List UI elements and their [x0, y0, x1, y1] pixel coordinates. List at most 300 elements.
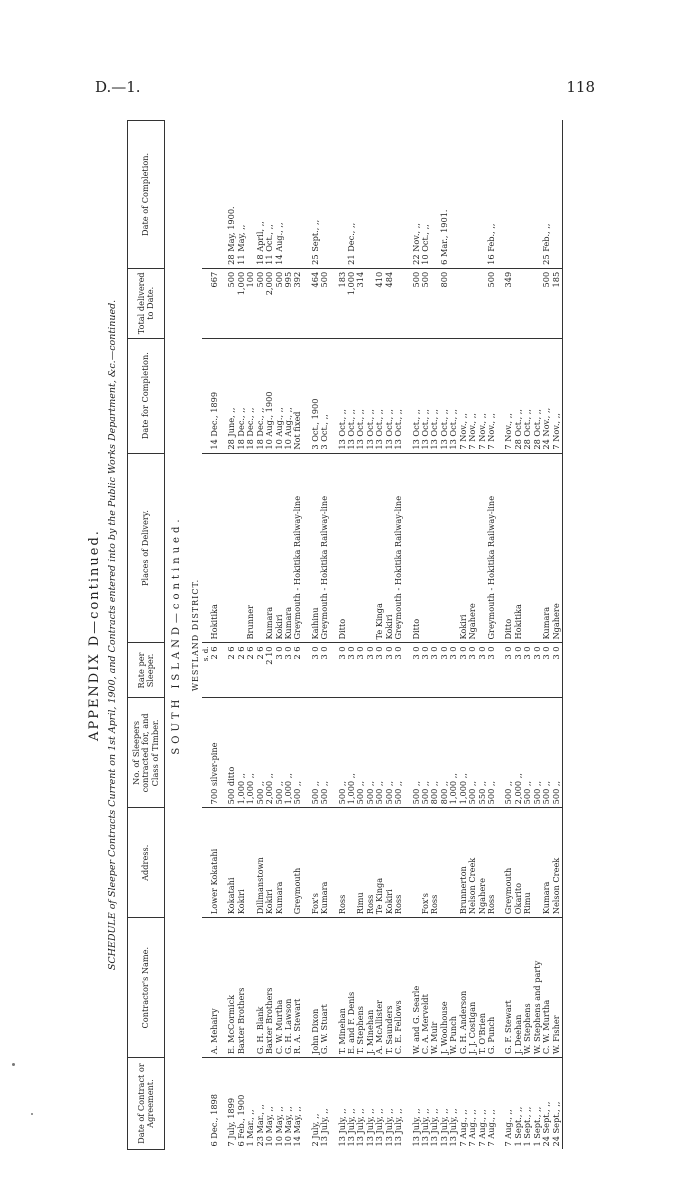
table-cell: 28 Oct., ,, [533, 338, 542, 453]
table-cell: 13 July, ,, [421, 1058, 430, 1150]
rule-cell [561, 338, 563, 453]
table-cell: 3 0 [394, 643, 403, 698]
table-cell: 500 ,, [366, 698, 375, 808]
table-cell: 500 ,, [394, 698, 403, 808]
table-cell: Ditto [412, 453, 421, 643]
page-number: 118 [566, 78, 595, 96]
table-cell: 3 Oct., 1900 [311, 338, 320, 453]
table-row [440, 121, 449, 1150]
table-cell [523, 121, 532, 269]
table-cell: 3 0 [440, 643, 449, 698]
table-cell: 484 [385, 268, 394, 338]
table-row [487, 121, 496, 1150]
table-cell: 13 Oct., ,, [440, 338, 449, 453]
table-cell: Kokatahi [227, 808, 236, 918]
table-cell: 3 Oct., ,, [320, 338, 329, 453]
table-cell [459, 121, 468, 269]
table-cell: 28 Oct., ,, [523, 338, 532, 453]
table-cell: Greymouth [293, 808, 302, 918]
table-cell: 2,000 ,, [514, 698, 523, 808]
table-cell: 2,000 [265, 268, 274, 338]
table-cell: 995 [284, 268, 293, 338]
table-cell: W. Fisher [552, 918, 561, 1058]
table-cell [421, 453, 430, 643]
table-cell [440, 453, 449, 643]
table-cell [385, 121, 394, 269]
page-header [95, 78, 595, 100]
table-cell: Kumara [320, 808, 329, 918]
table-cell: 314 [356, 268, 365, 338]
table-cell: 28 Oct., ,, [514, 338, 523, 453]
table-cell: 3 0 [311, 643, 320, 698]
gap-cell [330, 121, 338, 269]
table-cell: 3 0 [504, 643, 513, 698]
table-cell: 23 Mar., ,, [256, 1058, 265, 1150]
table-cell: 13 July, ,, [338, 1058, 347, 1150]
table-cell: 500 ,, [412, 698, 421, 808]
table-cell: 1,000 [347, 268, 356, 338]
table-cell: 2 6 [256, 643, 265, 698]
table-cell: Greymouth - Hokitika Railway-line [394, 453, 403, 643]
table-cell [514, 121, 523, 269]
table-cell: W. and G. Searle [412, 918, 421, 1058]
table-cell: 500 ditto [227, 698, 236, 808]
table-cell: 13 Oct., ,, [338, 338, 347, 453]
table-cell: Greymouth [504, 808, 513, 918]
table-cell [468, 121, 477, 269]
table-cell: Ross [487, 808, 496, 918]
table-cell [347, 453, 356, 643]
table-cell: 10 Aug., ,, [284, 338, 293, 453]
table-cell: 800 ,, [440, 698, 449, 808]
table-cell [394, 268, 403, 338]
table-cell: 800 [440, 268, 449, 338]
column-header: Address. [128, 808, 165, 918]
table-row [421, 121, 430, 1150]
table-cell: 13 July, ,, [320, 1058, 329, 1150]
table-cell: 2 6 [210, 643, 219, 698]
table-cell: Kokiri [275, 453, 284, 643]
table-cell [356, 121, 365, 269]
table-cell: T. Saunders [385, 918, 394, 1058]
table-cell: 3 0 [412, 643, 421, 698]
table-cell: Baxter Brothers [237, 918, 246, 1058]
table-cell [210, 121, 219, 269]
table-cell: 10 Oct., ,, [420, 224, 431, 265]
table-cell: 1,000 ,, [284, 698, 293, 808]
table-cell: 3 0 [542, 643, 551, 698]
table-cell [430, 453, 439, 643]
table-cell: 700 silver-pine [210, 698, 219, 808]
rule-cell [561, 918, 563, 1058]
gap-cell [404, 453, 412, 643]
table-cell: Brunner [246, 453, 255, 643]
table-cell: 24 Sept., ,, [542, 1058, 551, 1150]
table-cell: 500 [542, 268, 551, 338]
table-cell: Nelson Creek [468, 808, 477, 918]
table-cell: 3 0 [284, 643, 293, 698]
table-cell: 10 May, ,, [284, 1058, 293, 1150]
table-cell: 1 Sept., ,, [523, 1058, 532, 1150]
table-bottom-rule [561, 121, 563, 1150]
rotated-table-region [85, 120, 645, 1150]
table-cell: 500 ,, [356, 698, 365, 808]
section-row [165, 121, 185, 1150]
table-cell: Kumara [265, 453, 274, 643]
table-cell: Fox's [421, 808, 430, 918]
table-cell: John Dixon [311, 918, 320, 1058]
table-cell: 7 Nov., ,, [552, 338, 561, 453]
rule-cell [561, 808, 563, 918]
table-cell: J. J. Costigan [468, 918, 477, 1058]
table-cell: 410 [375, 268, 384, 338]
table-cell: 16 Feb., ,, [485, 223, 496, 265]
table-cell: 13 July, ,, [356, 1058, 365, 1150]
table-cell: 13 Oct., ,, [385, 338, 394, 453]
table-cell: 2 July, ,, [311, 1058, 320, 1150]
table-cell: 2 6 [246, 643, 255, 698]
table-cell: 13 July, ,, [394, 1058, 403, 1150]
table-cell: Ngahere [468, 453, 477, 643]
table-cell: J. Minehan [366, 918, 375, 1058]
table-cell: 3 0 [552, 643, 561, 698]
table-cell: T. Stephens [356, 918, 365, 1058]
table-cell: 1 Sept., ,, [514, 1058, 523, 1150]
table-cell: 25 Feb., ,, [541, 223, 552, 265]
table-cell: 13 Oct., ,, [375, 338, 384, 453]
table-cell: 13 Oct., ,, [347, 338, 356, 453]
table-cell: C. W. Murtha [275, 918, 284, 1058]
rule-cell [561, 121, 563, 269]
schedule-title: SCHEDULE of Sleeper Contracts Current on 1st April, 1900, and Contracts entered into by the Public Works Department, &c.—continued. [107, 299, 118, 971]
table-cell: 1 Mar., ,, [246, 1058, 255, 1150]
table-cell: 10 May, ,, [275, 1058, 284, 1150]
table-cell: 3 0 [514, 643, 523, 698]
table-cell: 11 May, ,, [235, 224, 246, 265]
section-row [185, 121, 202, 1150]
table-cell: W. Muir [430, 918, 439, 1058]
table-cell: 2 6 [293, 643, 302, 698]
gap-cell [330, 453, 338, 643]
table-cell: 3 0 [449, 643, 458, 698]
table-cell: 28 June, ,, [227, 338, 236, 453]
table-cell: J. Deehan [514, 918, 523, 1058]
table-cell: 1,000 ,, [449, 698, 458, 808]
table-header-row [128, 121, 165, 1150]
table-cell: 3 0 [338, 643, 347, 698]
table-cell: G. H. Lawson [284, 918, 293, 1058]
table-cell: 1 Sept., ,, [533, 1058, 542, 1150]
table-cell: 500 ,, [293, 698, 302, 808]
table-cell: 18 Dec., ,, [256, 338, 265, 453]
table-cell: 3 0 [533, 643, 542, 698]
table-cell: 500 [256, 268, 265, 338]
table-cell: 13 July, ,, [449, 1058, 458, 1150]
table-cell: 7 Nov., ,, [487, 338, 496, 453]
table-cell: 500 [412, 268, 421, 338]
table-cell: 10 Aug., ,, [275, 338, 284, 453]
rule-cell [561, 1058, 563, 1150]
table-cell: 500 [275, 268, 284, 338]
table-cell: Ross [338, 808, 347, 918]
table-cell: 7 Aug., ,, [459, 1058, 468, 1150]
appendix-title: APPENDIX D—continued. [87, 529, 102, 741]
table-cell [523, 268, 532, 338]
table-cell: 500 ,, [385, 698, 394, 808]
table-cell [227, 453, 236, 643]
table-cell: 13 July, ,, [430, 1058, 439, 1150]
table-cell: T. O'Brien [478, 918, 487, 1058]
table-cell: 3 0 [523, 643, 532, 698]
table-cell: 2 6 [237, 643, 246, 698]
table-cell: Kokiri [459, 453, 468, 643]
table-cell: 13 July, ,, [366, 1058, 375, 1150]
table-cell: Greymouth - Hokitika Railway-line [320, 453, 329, 643]
table-cell: 28 May, 1900. [226, 206, 237, 265]
table-cell: Ross [366, 808, 375, 918]
section-island-heading: SOUTH ISLAND—continued. [171, 515, 183, 755]
column-header: Date of Contract or Agreement. [128, 1058, 165, 1150]
table-cell: Te Kinga [375, 453, 384, 643]
table-cell: 500 ,, [533, 698, 542, 808]
table-cell [552, 121, 561, 269]
table-cell: A. McAllister [375, 918, 384, 1058]
table-cell [366, 121, 375, 269]
table-cell: 500 [320, 268, 329, 338]
table-cell: Kumara [542, 808, 551, 918]
table-cell [523, 453, 532, 643]
table-cell: G. H. Blank [256, 918, 265, 1058]
table-cell: T. Minehan [338, 918, 347, 1058]
table-cell: 13 Oct., ,, [412, 338, 421, 453]
table-cell: 183 [338, 268, 347, 338]
table-cell: Ross [394, 808, 403, 918]
table-cell: Te Kinga [375, 808, 384, 918]
table-cell: Lower Kokatahi [210, 808, 219, 918]
table-cell: 7 Nov., ,, [459, 338, 468, 453]
table-cell: W. Stephens [523, 918, 532, 1058]
table-cell: 13 Oct., ,, [366, 338, 375, 453]
table-cell [284, 121, 293, 269]
table-cell [440, 808, 449, 918]
table-cell: 500 ,, [504, 698, 513, 808]
table-cell: Greymouth - Hokitika Railway-line [487, 453, 496, 643]
table-cell: A. Mehairy [210, 918, 219, 1058]
table-cell: 6 Feb., 1900 [237, 1058, 246, 1150]
table-cell: 25 Sept., ,, [309, 219, 320, 265]
table-cell [394, 121, 403, 269]
gap-cell [219, 453, 227, 643]
table-cell: 500 ,, [523, 698, 532, 808]
table-cell [459, 268, 468, 338]
table-cell: Fox's [311, 808, 320, 918]
table-cell: 500 ,, [256, 698, 265, 808]
table-cell: 13 Oct., ,, [421, 338, 430, 453]
table-cell: 1,000 ,, [347, 698, 356, 808]
units-cell: s. d. [202, 643, 210, 698]
rule-cell [561, 268, 563, 338]
table-cell: 7 Aug., ,, [504, 1058, 513, 1150]
column-header: Places of Delivery. [128, 453, 165, 643]
table-cell: 500 ,, [421, 698, 430, 808]
table-cell: 2 6 [227, 643, 236, 698]
table-cell: 7 Aug., ,, [487, 1058, 496, 1150]
table-cell: Ditto [504, 453, 513, 643]
table-cell: C. E. Fellows [394, 918, 403, 1058]
table-cell [468, 268, 477, 338]
table-cell: W. Stephens and party [533, 918, 542, 1058]
gap-cell [496, 121, 504, 269]
table-cell: 7 Nov., ,, [468, 338, 477, 453]
table-cell: Ross [430, 808, 439, 918]
table-cell: 14 Aug., ,, [273, 222, 284, 265]
table-cell: 550 ,, [478, 698, 487, 808]
column-header: Rate per Sleeper. [128, 643, 165, 698]
table-cell: 13 July, ,, [440, 1058, 449, 1150]
table-cell: Kokiri [385, 453, 394, 643]
table-cell: E. and F. Denis [347, 918, 356, 1058]
table-cell: 13 July, ,, [347, 1058, 356, 1150]
table-cell: 3 0 [347, 643, 356, 698]
gap-cell [404, 808, 412, 918]
page-id: D.—1. [95, 78, 141, 96]
rule-cell [561, 643, 563, 698]
table-cell: 13 Oct., ,, [430, 338, 439, 453]
table-cell: 2,000 ,, [265, 698, 274, 808]
table-cell: 3 0 [478, 643, 487, 698]
table-cell: 24 Sept., ,, [552, 1058, 561, 1150]
table-cell: 7 Nov., ,, [478, 338, 487, 453]
table-cell [449, 268, 458, 338]
table-cell: Kumara [542, 453, 551, 643]
table-cell: 500 ,, [338, 698, 347, 808]
table-cell: Kaihinu [311, 453, 320, 643]
table-cell [504, 121, 513, 269]
table-cell: 3 0 [430, 643, 439, 698]
table-cell: 500 ,, [375, 698, 384, 808]
table-cell: 500 ,, [542, 698, 551, 808]
table-cell: 500 [487, 268, 496, 338]
table-cell: 500 ,, [320, 698, 329, 808]
table-cell: 500 ,, [275, 698, 284, 808]
table-cell: 14 May, ,, [293, 1058, 302, 1150]
table-cell: 500 ,, [487, 698, 496, 808]
table-cell: W. Punch [449, 918, 458, 1058]
table-row [468, 121, 477, 1150]
table-cell: 3 0 [421, 643, 430, 698]
sleeper-contracts-table [127, 120, 563, 1150]
table-row [514, 121, 523, 1150]
units-cell [202, 121, 210, 269]
table-cell: 18 Dec., ,, [246, 338, 255, 453]
table-row [356, 121, 365, 1150]
scan-speck [31, 1113, 33, 1115]
table-cell: 7 Aug., ,, [478, 1058, 487, 1150]
table-cell: 13 Oct., ,, [394, 338, 403, 453]
table-cell: E. McCormick [227, 918, 236, 1058]
table-cell: 11 Oct., ,, [264, 224, 275, 265]
table-cell: 185 [552, 268, 561, 338]
table-cell: Kokiri [265, 808, 274, 918]
table-cell: 3 0 [356, 643, 365, 698]
table-cell: 22 Nov., ,, [410, 223, 421, 265]
scan-speck [12, 1063, 15, 1066]
table-cell: Ngahere [552, 453, 561, 643]
table-cell: Ditto [338, 453, 347, 643]
table-cell [449, 121, 458, 269]
column-header: No. of Sleepers contracted for, and Class of Timber. [128, 698, 165, 808]
column-header: Total delivered to Date. [128, 268, 165, 338]
table-cell: Baxter Brothers [265, 918, 274, 1058]
table-cell: 3 0 [366, 643, 375, 698]
table-cell: 1,000 ,, [237, 698, 246, 808]
gap-cell [496, 453, 504, 643]
table-cell: 2 10 [265, 643, 274, 698]
table-cell: Hokitika [514, 453, 523, 643]
table-cell [293, 121, 302, 269]
table-cell: C. A. Merveldt [421, 918, 430, 1058]
rotated-page [85, 120, 645, 1150]
table-cell: Kumara [284, 453, 293, 643]
column-header: Contractor's Name. [128, 918, 165, 1058]
table-cell: Kumara [275, 808, 284, 918]
table-cell: 3 0 [487, 643, 496, 698]
table-cell: G. W. Stuart [320, 918, 329, 1058]
table-cell: 3 0 [275, 643, 284, 698]
table-cell: 24 Nov., ,, [542, 338, 551, 453]
table-cell: 1,000 ,, [459, 698, 468, 808]
table-cell: Rimu [356, 808, 365, 918]
table-row [293, 121, 302, 1150]
table-cell: 500 ,, [552, 698, 561, 808]
table-cell: 500 ,, [468, 698, 477, 808]
table-cell: 3 0 [320, 643, 329, 698]
table-cell: 7 July, 1899 [227, 1058, 236, 1150]
table-cell: 464 [311, 268, 320, 338]
table-cell: G. Punch [487, 918, 496, 1058]
rule-cell [561, 698, 563, 808]
table-cell: 7 Nov., ,, [504, 338, 513, 453]
table-cell: 18 Dec., ,, [237, 338, 246, 453]
table-cell: 21 Dec., ,, [346, 222, 357, 265]
table-cell: Dillmanstown [256, 808, 265, 918]
table-cell: 1,000 [237, 268, 246, 338]
table-cell: Not fixed [293, 338, 302, 453]
table-row [210, 121, 219, 1150]
table-cell: Kokiri [385, 808, 394, 918]
table-cell: 500 ,, [311, 698, 320, 808]
table-cell [375, 121, 384, 269]
table-cell: Rimu [523, 808, 532, 918]
table-cell: 10 May, ,, [265, 1058, 274, 1150]
table-cell: 13 Oct., ,, [356, 338, 365, 453]
table-cell: J. Woolhouse [440, 918, 449, 1058]
table-row [394, 121, 403, 1150]
table-cell [320, 121, 329, 269]
table-cell: Hokitika [210, 453, 219, 643]
table-cell: 13 Oct., ,, [449, 338, 458, 453]
table-cell: 500 [227, 268, 236, 338]
table-cell: 10 Aug., 1900 [265, 338, 274, 453]
table-cell: 6 Mar., 1901. [438, 209, 449, 265]
table-cell: 13 July, ,, [412, 1058, 421, 1150]
rule-cell [561, 453, 563, 643]
table-cell: R. A. Stewart [293, 918, 302, 1058]
section-district-heading: WESTLAND DISTRICT. [190, 578, 200, 692]
table-cell: G. F. Stewart [504, 918, 513, 1058]
table-cell: 392 [293, 268, 302, 338]
table-cell: C. W. Murtha [542, 918, 551, 1058]
